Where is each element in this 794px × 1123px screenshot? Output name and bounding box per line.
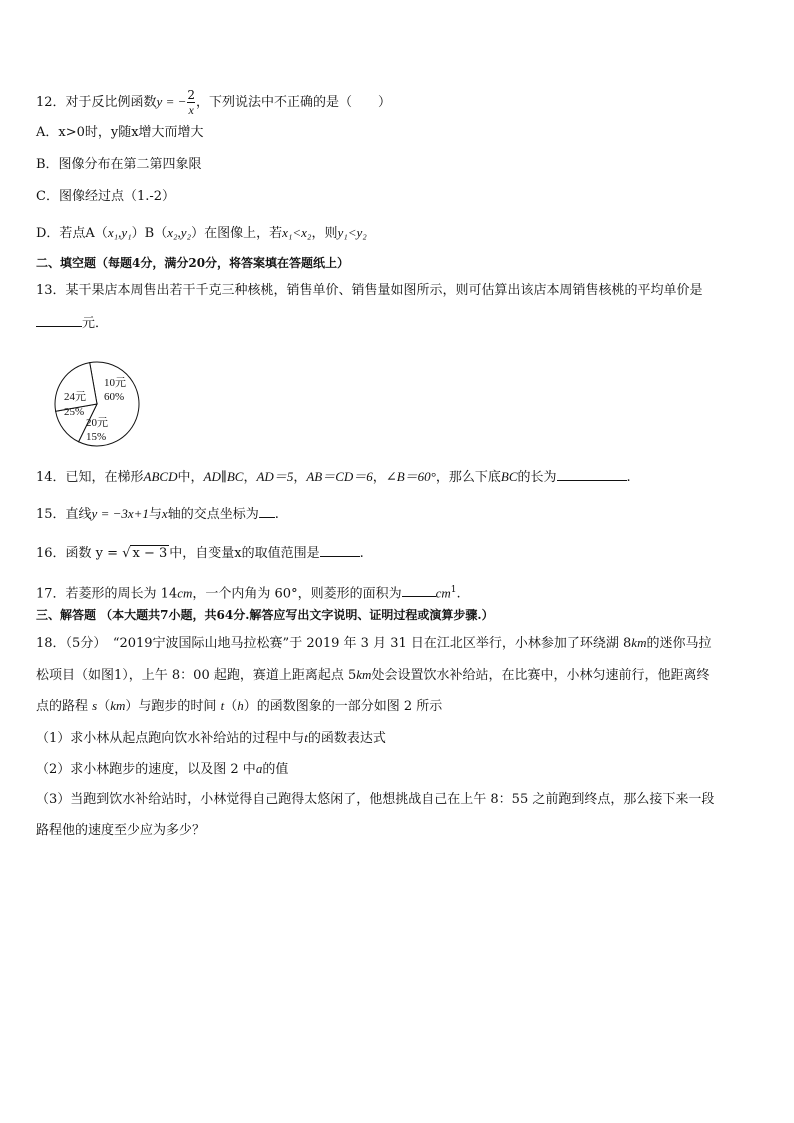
label-20yuan-pct: 15% [86,431,107,443]
answer-blank [402,584,436,597]
q12-option-b: B．图像分布在第二第四象限 [36,157,202,172]
q12-option-a: A．x>0时，y随x增大而增大 [36,125,204,140]
pie-slice-24yuan [55,363,97,412]
label-20yuan-price: 20元 [86,417,108,429]
label-24yuan-price: 24元 [64,391,86,403]
q12-option-c: C．图像经过点（1.-2） [36,189,176,204]
q18-sub2: （2）求小林跑步的速度，以及图 2 中a的值 [36,761,289,777]
q13-line2: 元． [36,314,108,333]
q16: 16．函数 y = √ x − 3 中，自变量x的取值范围是 . [36,546,364,561]
q18-line3: 点的路程 s（km）与跑步的时间 t（h）的函数图象的一部分如图 2 所示 [36,698,443,714]
q12-option-d: D．若点A（x₁,y₁）B（x₂,y₂）在图像上，若x₁<x₂，则y₁<y₂ [36,225,367,241]
q13-line1: 13．某干果店本周售出若干千克三种核桃，销售单价、销售量如图所示，则可估算出该店本周销售核桃的平均单价是 [36,283,703,298]
q18-sub1: （1）求小林从起点跑向饮水补给站的过程中与t的函数表达式 [36,730,386,746]
q15: 15．直线y = −3x+1与x轴的交点坐标为 . [36,506,279,522]
pie-chart [52,360,152,448]
section-2-title: 二、填空题（每题4分，满分20分，将答案填在答题纸上） [36,256,350,270]
answer-blank [320,544,360,557]
q17: 17．若菱形的周长为 14cm，一个内角为 60°，则菱形的面积为 $cm^1$. [36,585,461,602]
q18-sub3-line2: 路程他的速度至少应为多少？ [36,823,206,838]
answer-blank [36,314,82,327]
q18-line1: 18．（5分） “2019宁波国际山地马拉松赛”于 2019 年 3 月 31 日在江北区举行，小林参加了环绕湖 8km的迷你马拉 [36,635,712,651]
q18-line2: 松项目（如图1），上午 8：00 起跑，赛道上距离起点 5km处会设置饮水补给站，在比赛中，小林匀速前行，他距离终 [36,667,710,683]
radicand: x − 3 [132,546,168,561]
label-10yuan-pct: 60% [104,391,125,403]
label-10yuan-price: 10元 [104,377,126,389]
answer-blank [259,505,275,518]
q14: 14．已知，在梯形ABCD中，AD∥BC，AD＝5，AB＝CD＝6，∠B＝60°，那么下底BC的长为 . [36,469,631,485]
label-24yuan-pct: 25% [64,406,85,418]
section-3-title: 三、解答题 （本大题共7小题，共64分.解答应写出文字说明、证明过程或演算步骤.） [36,608,494,622]
fraction: $\frac{2}{x}$ [187,88,196,117]
q12-stem: 12．对于反比例函数y = − $\frac{2}{x}$ ，下列说法中不正确的是（ ） [36,88,392,117]
q18-sub3-line1: （3）当跑到饮水补给站时，小林觉得自己跑得太悠闲了，他想挑战自己在上午 8：55 之前跑到终点，那么接下来一段 [36,792,715,807]
answer-blank [557,468,627,481]
